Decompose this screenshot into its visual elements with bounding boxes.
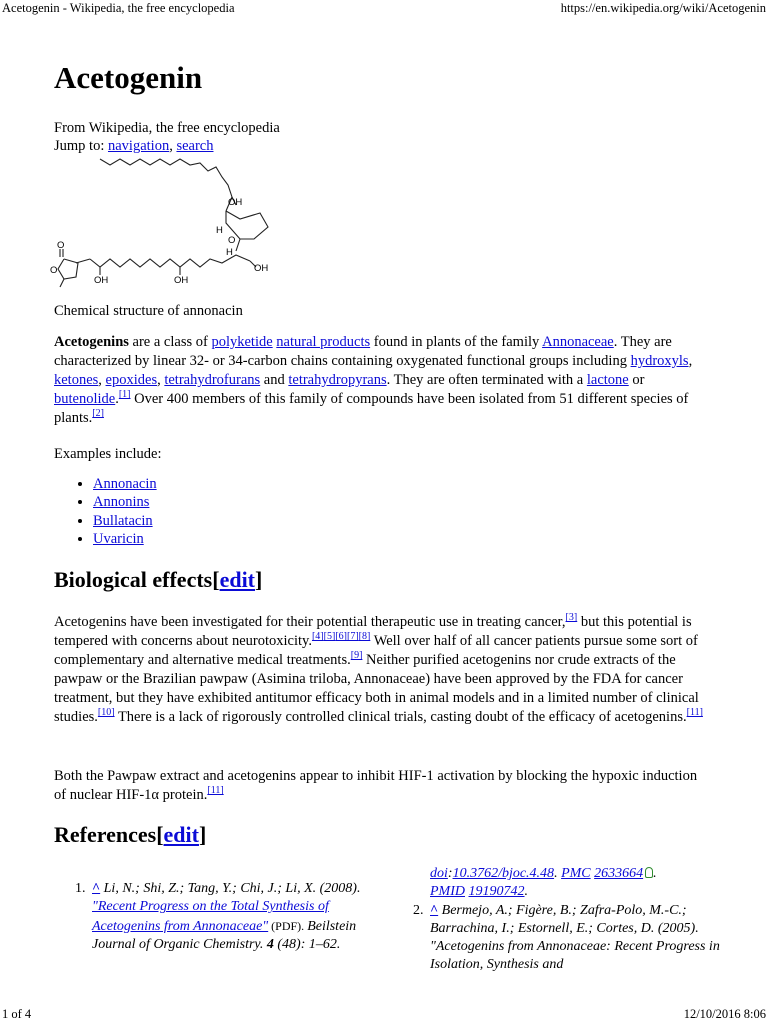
- para-text: Both the Pawpaw extract and acetogenins appear to inhibit HIF-1 activation by blocking the hypoxic induction of nuclear HIF-1α protein.: [54, 768, 698, 803]
- list-item: [93, 475, 157, 493]
- citation-10[interactable]: [10]: [97, 707, 115, 719]
- label-o-lactone: O: [57, 240, 65, 251]
- backref-link[interactable]: ^: [430, 902, 439, 918]
- references-column-left: [75, 880, 382, 954]
- link-tetrahydrofurans[interactable]: tetrahydrofurans: [164, 372, 261, 388]
- link-polyketide[interactable]: polyketide: [211, 334, 273, 350]
- intro-text: . They are characterized by linear 32- or 34-carbon chains containing oxygenated functional groups including: [54, 334, 672, 369]
- page-counter: 1 of 4: [2, 1007, 32, 1021]
- section-heading-references: References[edit]: [54, 822, 207, 847]
- link-bullatacin[interactable]: Bullatacin: [93, 512, 153, 529]
- link-epoxides[interactable]: epoxides: [105, 372, 158, 388]
- link-hydroxyls[interactable]: hydroxyls: [630, 353, 689, 369]
- intro-text: Over 400 members of this family of compounds have been isolated from 51 different species of plants.: [54, 391, 689, 426]
- jump-navigation-link[interactable]: navigation: [107, 138, 170, 154]
- link-annonacin[interactable]: Annonacin: [93, 476, 157, 492]
- pmc-label-link[interactable]: PMC: [561, 866, 591, 881]
- para-text: Neither purified acetogenins nor crude extracts of the pawpaw or the Brazilian pawpaw (Asimina triloba, Annonaceae) have been approved by the FDA for cancer treatment, but they have exhibited antitumor efficacy both in animal models and in a limited number of clinical studies.: [54, 652, 699, 725]
- citation-8[interactable]: [8]: [358, 631, 371, 643]
- citation-4[interactable]: [4]: [311, 631, 324, 643]
- reference-text: Bermejo, A.; Figère, B.; Zafra-Polo, M.-C.; Barrachina, I.; Estornell, E.; Cortes, D. (2005). "Acetogenins from Annonaceae: Recent Progress in Isolation, Synthesis and: [430, 902, 720, 973]
- label-oh-3: OH: [94, 275, 109, 286]
- biological-effects-paragraph: [54, 613, 709, 727]
- print-datetime: 12/10/2016 8:06: [683, 1007, 766, 1021]
- reference-issue: (48): 1–62.: [273, 936, 341, 952]
- reference-1-continued: doi:10.3762/bjoc.4.48. PMC 2633664 . PMID 19190742.: [430, 866, 657, 900]
- page-url-header: https://en.wikipedia.org/wiki/Acetogenin: [560, 1, 766, 15]
- intro-text: . They are often terminated with a: [386, 372, 587, 388]
- citation-2[interactable]: [2]: [92, 408, 104, 420]
- reference-volume: 4: [266, 936, 274, 952]
- intro-paragraph: Acetogenins are a class of polyketide natural products found in plants of the family Annonaceae. They are characterized by linear 32- or 34-carbon chains containing oxygenated functional groups including hydroxyls, ketones, epoxides, tetrahydrofurans and tetrahydropyrans. They are often terminated with a lactone or butenolide.[1] Over 400 members of this family of compounds have been isolated from 51 different species of plants.[2]: [54, 334, 693, 426]
- para-text: but this potential is tempered with concerns about neurotoxicity.: [54, 614, 692, 649]
- citation-11b[interactable]: [11]: [207, 785, 224, 797]
- reference-item: [75, 880, 382, 954]
- citation-1[interactable]: [1]: [118, 389, 131, 401]
- edit-link-references[interactable]: edit: [163, 822, 199, 847]
- list-item: [93, 493, 157, 511]
- link-annonins[interactable]: Annonins: [93, 494, 150, 511]
- jump-search-link[interactable]: search: [176, 138, 214, 154]
- label-h-1: H: [216, 225, 223, 236]
- examples-list: [54, 475, 157, 548]
- intro-text: are a class of: [128, 334, 212, 350]
- label-o-ring-2: O: [50, 265, 58, 276]
- annonacin-structure-image[interactable]: [50, 155, 272, 295]
- intro-text: found in plants of the family: [370, 334, 543, 350]
- tagline: From Wikipedia, the free encyclopedia: [54, 120, 280, 136]
- doi-label-link[interactable]: doi: [430, 866, 448, 881]
- para-text: There is a lack of rigorously controlled clinical trials, casting doubt of the efficacy of acetogenins.: [114, 709, 687, 725]
- para-text: Well over half of all cancer patients pursue some sort of complementary and alternative medical treatments.: [54, 633, 698, 668]
- pmid-label-link[interactable]: PMID: [430, 884, 465, 900]
- citation-3[interactable]: [3]: [565, 612, 578, 624]
- link-natural-products[interactable]: natural products: [276, 334, 371, 350]
- jump-links: Jump to: navigation, search: [54, 138, 214, 154]
- section-heading-biological-effects: Biological effects[edit]: [54, 567, 263, 592]
- citation-5[interactable]: [5]: [323, 631, 336, 643]
- backref-link[interactable]: ^: [92, 881, 101, 896]
- hif-paragraph: [54, 767, 709, 805]
- reference-number: 1.: [75, 881, 86, 896]
- link-uvaricin[interactable]: Uvaricin: [93, 530, 144, 547]
- examples-label: Examples include:: [54, 446, 162, 462]
- pdf-label: (PDF).: [268, 918, 308, 933]
- references-column-right: [413, 865, 730, 975]
- pmid-link[interactable]: 19190742: [468, 884, 525, 900]
- reference-title-link[interactable]: "Recent Progress on the Total Synthesis of Acetogenins from Annonaceae": [92, 899, 329, 934]
- edit-link-biological-effects[interactable]: edit: [219, 567, 256, 592]
- jump-label: Jump to:: [54, 138, 105, 154]
- intro-text: and: [260, 372, 289, 388]
- link-lactone[interactable]: lactone: [586, 372, 629, 388]
- image-caption: Chemical structure of annonacin: [54, 303, 243, 319]
- doi-link[interactable]: 10.3762/bjoc.4.48: [452, 866, 555, 881]
- link-butenolide[interactable]: butenolide: [54, 391, 116, 407]
- list-item: [93, 530, 157, 548]
- link-ketones[interactable]: ketones: [54, 372, 99, 388]
- reference-item: [413, 902, 730, 975]
- citation-11[interactable]: [11]: [686, 707, 703, 719]
- label-h-2: H: [226, 247, 233, 258]
- intro-text: or: [628, 372, 645, 388]
- citation-7[interactable]: [7]: [346, 631, 359, 643]
- label-oh-1: OH: [228, 197, 243, 208]
- citation-6[interactable]: [6]: [335, 631, 347, 643]
- reference-authors: Li, N.; Shi, Z.; Tang, Y.; Chi, J.; Li, X. (2008).: [100, 881, 361, 896]
- page-title-header: Acetogenin - Wikipedia, the free encyclopedia: [2, 1, 235, 15]
- article-title: Acetogenin: [54, 60, 203, 95]
- reference-journal: Beilstein Journal of Organic Chemistry.: [92, 918, 357, 952]
- list-item: [93, 512, 157, 530]
- para-text: Acetogenins have been investigated for their potential therapeutic use in treating cancer,: [54, 614, 566, 630]
- label-o-ring: O: [228, 235, 236, 246]
- pmc-link[interactable]: 2633664: [594, 866, 644, 881]
- intro-bold-term: Acetogenins: [54, 334, 129, 350]
- link-annonaceae[interactable]: Annonaceae: [542, 334, 614, 350]
- link-tetrahydropyrans[interactable]: tetrahydropyrans: [288, 372, 387, 388]
- open-access-icon: [645, 867, 653, 878]
- label-oh-2: OH: [254, 263, 269, 274]
- label-oh-4: OH: [174, 275, 189, 286]
- reference-number: 2.: [413, 902, 424, 918]
- citation-9[interactable]: [9]: [350, 650, 363, 662]
